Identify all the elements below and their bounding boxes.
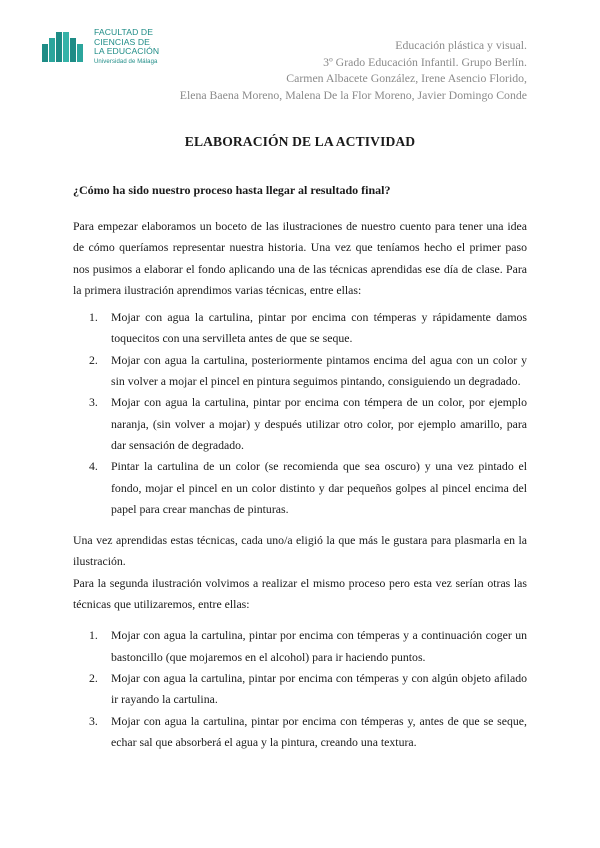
document-body	[73, 182, 527, 753]
logo-line-1: FACULTAD DE	[94, 27, 154, 37]
faculty-logo-text	[94, 28, 159, 67]
technique-list-1	[73, 307, 527, 520]
page-title: ELABORACIÓN DE LA ACTIVIDAD	[184, 134, 416, 149]
middle-paragraph-1: Una vez aprendidas estas técnicas, cada uno/a eligió la que más le gustara para plasmarla en la ilustración.	[73, 533, 527, 569]
list-item: 3. Mojar con agua la cartulina, pintar por encima con témperas y, antes de que se seque, echar sal que absorberá el agua y la pintura, creando una textura.	[89, 713, 527, 749]
intro-paragraph: Para empezar elaboramos un boceto de las ilustraciones de nuestro cuento para tener una idea de cómo queríamos representar nuestra historia. Una vez que teníamos hecho el primer paso nos pusimos a elaborar el fondo aplicando una de las técnicas aprendidas ese día de clase. Para la primera ilustración aprendimos varias técnicas, entre ellas:	[73, 219, 527, 297]
list-item: 1. Mojar con agua la cartulina, pintar por encima con témperas y rápidamente damos toquecitos con una servilleta antes de que se seque.	[89, 310, 527, 346]
header-line-2: 3º Grado Educación Infantil. Grupo Berlín.	[323, 54, 527, 69]
list-item: 2. Mojar con agua la cartulina, pintar por encima con témperas y con algún objeto afilado ir rayando la cartulina.	[89, 670, 527, 707]
list-item: 3. Mojar con agua la cartulina, pintar por encima con témpera de un color, por ejemplo naranja, (sin volver a mojar) y después utilizar otro color, por ejemplo amarillo, para dar sensación de degradado.	[89, 395, 527, 452]
header-line-4: Elena Baena Moreno, Malena De la Flor Moreno, Javier Domingo Conde	[179, 87, 527, 102]
list-item: 2. Mojar con agua la cartulina, posteriormente pintamos encima del agua con un color y sin volver a mojar el pincel en pintura seguimos pintando, consiguiendo un degradado.	[89, 352, 527, 389]
faculty-logo-icon	[42, 32, 88, 62]
middle-paragraph-2: Para la segunda ilustración volvimos a realizar el mismo proceso pero esta vez serían otras las técnicas que utilizaremos, entre ellas:	[73, 575, 527, 612]
list-item: 1. Mojar con agua la cartulina, pintar por encima con témperas y a continuación coger un bastoncillo (que mojaremos en el alcohol) para ir haciendo puntos.	[89, 628, 527, 664]
logo-line-3: LA EDUCACIÓN	[94, 46, 160, 57]
page-header	[180, 37, 527, 103]
logo-line-2: CIENCIAS DE	[94, 36, 151, 47]
faculty-logo	[42, 26, 172, 74]
list-item: 4. Pintar la cartulina de un color (se recomienda que sea oscuro) y una vez pintado el fondo, mojar el pincel en un color distinto y dar pequeños golpes al pincel encima del papel para crear manchas de pinturas.	[89, 459, 527, 516]
spacer	[73, 520, 527, 530]
technique-list-2	[73, 625, 527, 753]
header-line-3: Carmen Albacete González, Irene Asencio Florido,	[286, 71, 527, 86]
header-line-1: Educación plástica y visual.	[395, 38, 527, 52]
section-question: ¿Cómo ha sido nuestro proceso hasta llegar al resultado final?	[73, 183, 391, 197]
logo-line-4: Universidad de Málaga	[94, 58, 158, 65]
